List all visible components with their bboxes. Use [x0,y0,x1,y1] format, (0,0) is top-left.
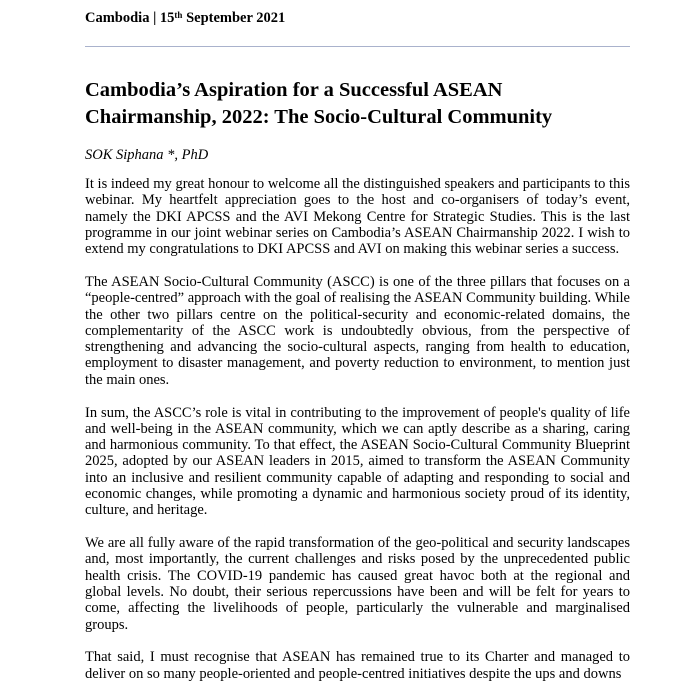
paragraph: It is indeed my great honour to welcome all the distinguished speakers and participants to this webinar. My heartfelt appreciation goes to the host and co-organisers of today’s event, namely the DKI APCSS and the AVI Mekong Centre for Strategic Studies. This is the last programme in our joint webinar series on Cambodia’s ASEAN Chairmanship 2022. I wish to extend my congratulations to DKI APCSS and AVI on making this webinar series a success. [85,176,630,258]
article-title: Cambodia’s Aspiration for a Successful ASEAN Chairmanship, 2022: The Socio-Cultural Community [85,79,553,128]
header-separator: | [153,10,157,26]
paragraph: In sum, the ASCC’s role is vital in contributing to the improvement of people's quality of life and well-being in the ASEAN community, which we can aptly describe as a sharing, caring and harmonious community. To that effect, the ASEAN Socio-Cultural Community Blueprint 2025, adopted by our ASEAN leaders in 2015, aimed to transform the ASEAN Community into an inclusive and resilient community capable of adapting and responding to social and economic changes, while promoting a dynamic and harmonious society proud of its identity, culture, and heritage. [85,404,630,519]
header-day: 15 [159,10,175,26]
article-body [85,176,630,699]
article-author: SOK Siphana *, PhD [85,147,209,163]
header-day-suffix: th [174,10,183,20]
header-month-year: September 2021 [186,10,286,26]
paragraph: We are all fully aware of the rapid transformation of the geo-political and security landscapes and, most importantly, the current challenges and risks posed by the unprecedented public health crisis. The COVID-19 pandemic has caused great havoc both at the regional and global levels. No doubt, their serious repercussions have been and will be felt for years to come, affecting the livelihoods of people, particularly the vulnerable and marginalised groups. [85,535,630,633]
header-location: Cambodia [85,10,150,26]
paragraph: That said, I must recognise that ASEAN has remained true to its Charter and managed to deliver on so many people-oriented and people-centred initiatives despite the ups and downs [85,649,630,682]
document-header [85,9,285,27]
paragraph: The ASEAN Socio-Cultural Community (ASCC) is one of the three pillars that focuses on a “people-centred” approach with the goal of realising the ASEAN Community building. While the other two pillars centre on the political-security and economic-related domains, the complementarity of the ASCC work is undoubtedly obvious, from the perspective of strengthening and advancing the socio-cultural aspects, ranging from health to education, employment to disaster management, and poverty reduction to environment, to mention just the main ones. [85,273,630,388]
header-divider [85,46,630,47]
